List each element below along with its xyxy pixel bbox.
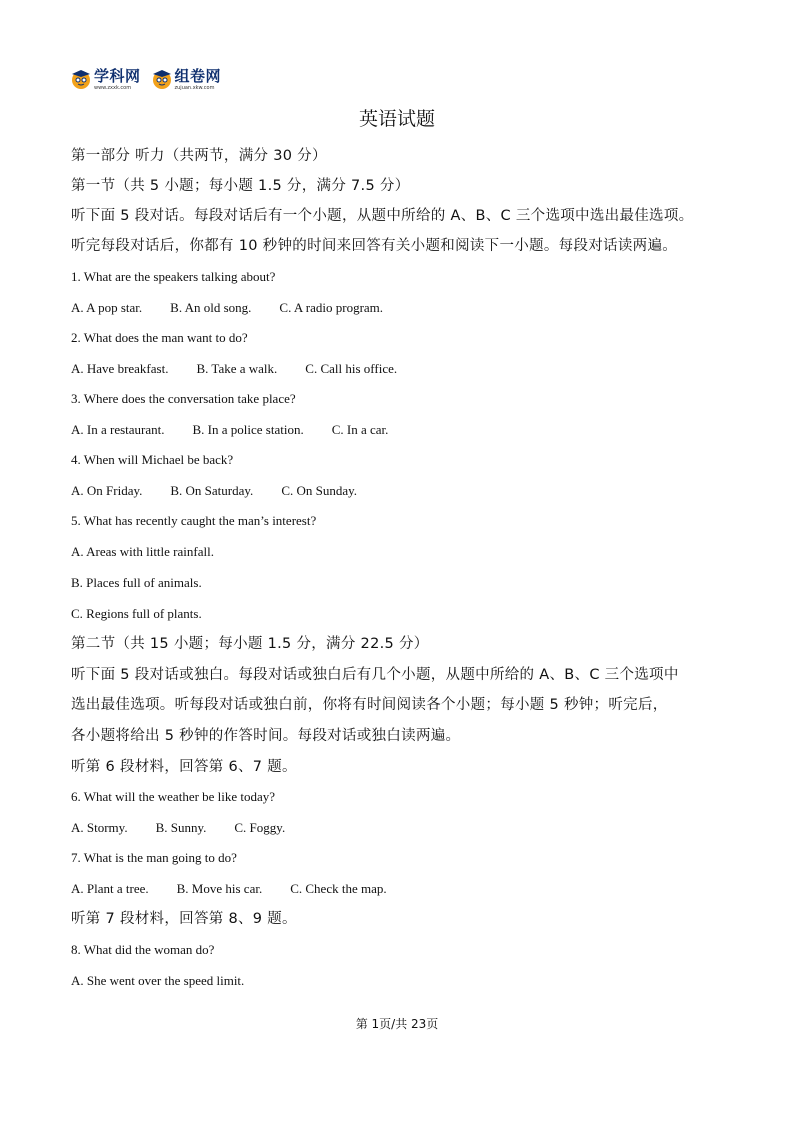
part1-heading: 第一部分 听力（共两节，满分 30 分） (71, 148, 327, 164)
question-8: 8. What did the woman do? (71, 942, 215, 957)
mascot-icon (70, 68, 92, 90)
instruction-line: 选出最佳选项。听每段对话或独白前，你将有时间阅读各个小题；每小题 5 秒钟；听完后， (71, 697, 668, 713)
option-c: C. Check the map. (290, 881, 387, 896)
instruction-line: 听完每段对话后，你都有 10 秒钟的时间来回答有关小题和阅读下一小题。每段对话读两遍。 (71, 238, 678, 254)
option-b: B. An old song. (170, 300, 252, 315)
logo-zujuan (151, 68, 222, 91)
option-a: A. In a restaurant. (71, 422, 165, 437)
option-c: C. Foggy. (234, 820, 286, 835)
option-a: A. Stormy. (71, 820, 128, 835)
option-b: B. Take a walk. (196, 361, 278, 376)
question-5: 5. What has recently caught the man’s interest? (71, 513, 317, 528)
option-b: B. In a police station. (192, 422, 304, 437)
section1-heading: 第一节（共 5 小题；每小题 1.5 分，满分 7.5 分） (71, 178, 410, 194)
option-a: A. On Friday. (71, 483, 143, 498)
option-a: A. She went over the speed limit. (71, 973, 245, 988)
option-c: C. A radio program. (279, 300, 384, 315)
option-c: C. Call his office. (305, 361, 398, 376)
option-c: C. Regions full of plants. (71, 606, 202, 621)
option-a: A. A pop star. (71, 300, 143, 315)
option-b: B. Sunny. (155, 820, 207, 835)
option-a: A. Areas with little rainfall. (71, 544, 214, 559)
logo1-name: 学科网 (94, 67, 141, 85)
logo-zxxk (70, 68, 141, 91)
question-2: 2. What does the man want to do? (71, 330, 248, 345)
section2-heading: 第二节（共 15 小题；每小题 1.5 分，满分 22.5 分） (71, 636, 429, 652)
material-6-heading: 听第 6 段材料，回答第 6、7 题。 (71, 759, 297, 775)
material-7-heading: 听第 7 段材料，回答第 8、9 题。 (71, 911, 297, 927)
question-6-options (71, 820, 313, 836)
logo2-url: zujuan.xkw.com (174, 85, 215, 91)
option-c: C. In a car. (331, 422, 389, 437)
question-4: 4. When will Michael be back? (71, 452, 234, 467)
question-7-options (71, 881, 415, 897)
option-a: A. Have breakfast. (71, 361, 169, 376)
question-3-options (71, 422, 416, 438)
page-footer: 第 1页/共 23页 (355, 1017, 439, 1031)
header-logos (70, 68, 231, 98)
logo1-url: www.zxxk.com (94, 85, 132, 91)
option-b: B. Move his car. (176, 881, 263, 896)
option-b: B. On Saturday. (170, 483, 254, 498)
question-2-options (71, 361, 425, 377)
instruction-line: 听下面 5 段对话或独白。每段对话或独白后有几个小题，从题中所给的 A、B、C 三个选项中 (71, 667, 679, 683)
question-1: 1. What are the speakers talking about? (71, 269, 276, 284)
question-6: 6. What will the weather be like today? (71, 789, 276, 804)
option-c: C. On Sunday. (281, 483, 358, 498)
page-title: 英语试题 (358, 108, 435, 130)
question-3: 3. Where does the conversation take place? (71, 391, 296, 406)
question-7: 7. What is the man going to do? (71, 850, 237, 865)
instruction-line: 听下面 5 段对话。每段对话后有一个小题，从题中所给的 A、B、C 三个选项中选出最佳选项。 (71, 208, 694, 224)
option-b: B. Places full of animals. (71, 575, 202, 590)
instruction-line: 各小题将给出 5 秒钟的作答时间。每段对话或独白读两遍。 (71, 728, 461, 744)
logo2-name: 组卷网 (174, 67, 222, 85)
option-a: A. Plant a tree. (71, 881, 149, 896)
question-1-options (71, 300, 411, 316)
question-4-options (71, 483, 385, 499)
mascot-icon (151, 68, 173, 90)
